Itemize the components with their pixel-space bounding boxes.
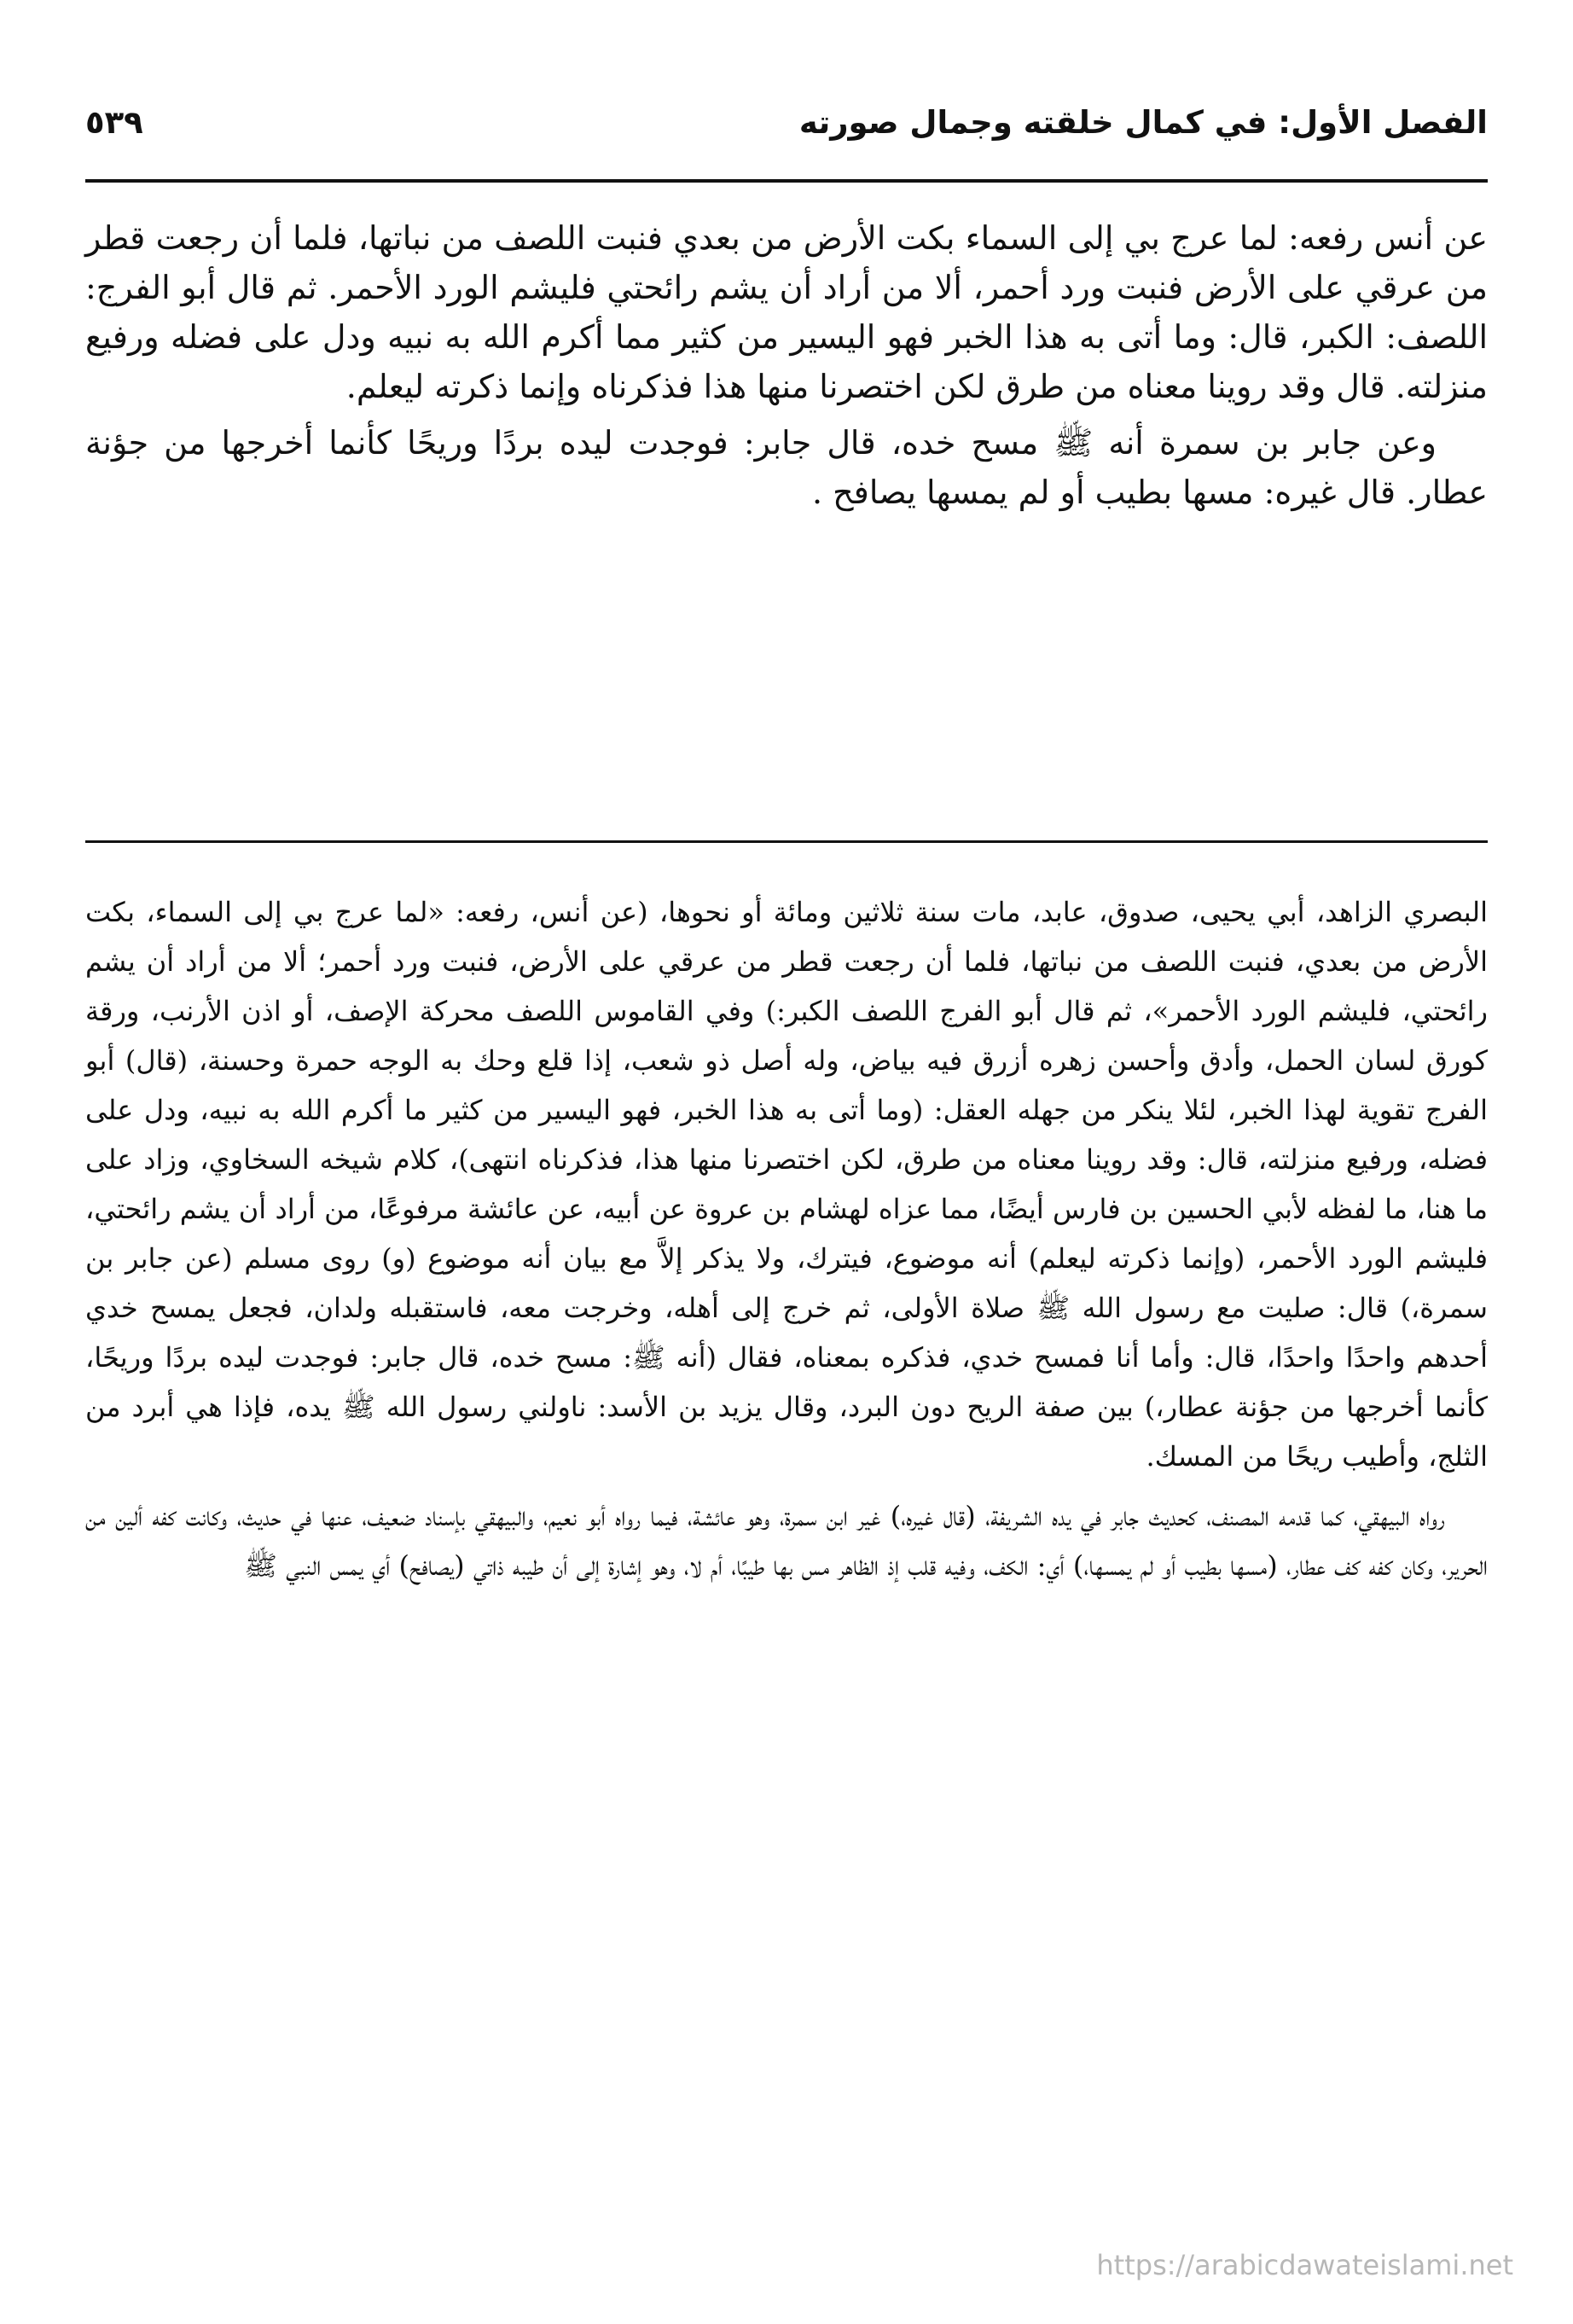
page-header xyxy=(85,104,1488,174)
header-divider xyxy=(85,179,1488,183)
footnote-divider xyxy=(85,840,1488,843)
main-paragraph: عن أنس رفعه: لما عرج بي إلى السماء بكت الأرض من بعدي فنبت اللصف من نباتها، فلما أن رجعت قطر من عرقي على الأرض فنبت ورد أحمر، ألا من أراد أن يشم رائحتي فليشم الورد الأحمر. ثم قال أبو الفرج: اللصف: الكبر، قال: وما أتى به هذا الخبر فهو اليسير من كثير مما أكرم الله به نبيه ودل على فضله ورفيع منزلته. قال وقد روينا معناه من طرق لكن اختصرنا منها هذا فذكرناه وإنما ذكرته ليعلم. xyxy=(85,219,1488,405)
main-text xyxy=(85,213,1488,524)
main-paragraph: وعن جابر بن سمرة أنه ﷺ مسح خده، قال جابر: فوجدت ليده بردًا وريحًا كأنما أخرجها من جؤنة عطار. قال غيره: مسها بطيب أو لم يمسها يصافح . xyxy=(85,424,1488,511)
commentary-paragraph: رواه البيهقي، كما قدمه المصنف، كحديث جابر في يده الشريفة، (قال غيره،) غير ابن سمرة، وهو عائشة، فيما رواه أبو نعيم، والبيهقي بإسناد ضعيف، عنها في حديث، وكانت كفه ألين من الحرير، وكان كفه كف عطار، (مسها بطيب أو لم يمسها،) أي: الكف، وفيه قلب إذ الظاهر مس بها طيبًا، أم لا، وهو إشارة إلى أن طيبه ذاتي (يصافح) أي يمس النبي ﷺ xyxy=(85,1500,1488,1582)
page-number: ٥٣٩ xyxy=(85,104,143,141)
commentary-paragraph: البصري الزاهد، أبي يحيى، صدوق، عابد، مات سنة ثلاثين ومائة أو نحوها، (عن أنس، رفعه: «لما عرج بي إلى السماء، بكت الأرض من بعدي، فنبت اللصف من نباتها، فلما أن رجعت قطر من عرقي على الأرض، فنبت ورد أحمر؛ ألا من أراد أن يشم رائحتي، فليشم الورد الأحمر»، ثم قال أبو الفرج اللصف الكبر:) وفي القاموس اللصف محركة الإصف، أو اذن الأرنب، ورقة كورق لسان الحمل، وأدق وأحسن زهره أزرق فيه بياض، وله أصل ذو شعب، إذا قلع وحك به الوجه حمرة وحسنة، (قال) أبو الفرج تقوية لهذا الخبر، لئلا ينكر من جهله العقل: (وما أتى به هذا الخبر، فهو اليسير من كثير ما أكرم الله به نبيه، ودل على فضله، ورفيع منزلته، قال: وقد روينا معناه من طرق، لكن اختصرنا منها هذا، فذكرناه انتهى)، كلام شيخه السخاوي، وزاد على ما هنا، ما لفظه لأبي الحسين بن فارس أيضًا، مما عزاه لهشام بن عروة عن أبيه، عن عائشة مرفوعًا، من أراد أن يشم رائحتي، فليشم الورد الأحمر، (وإنما ذكرته ليعلم) أنه موضوع، فيترك، ولا يذكر إلاَّ مع بيان أنه موضوع (و) روى مسلم (عن جابر بن سمرة،) قال: صليت مع رسول الله ﷺ صلاة الأولى، ثم خرج إلى أهله، وخرجت معه، فاستقبله ولدان، فجعل يمسح خدي أحدهم واحدًا واحدًا، قال: وأما أنا فمسح خدي، فذكره بمعناه، فقال (أنه ﷺ: مسح خده، قال جابر: فوجدت ليده بردًا وريحًا، كأنما أخرجها من جؤنة عطار،) بين صفة الريح دون البرد، وقال يزيد بن الأسد: ناولني رسول الله ﷺ يده، فإذا هي أبرد من الثلج، وأطيب ريحًا من المسك. xyxy=(85,896,1489,1473)
commentary xyxy=(85,887,1488,1601)
chapter-title: الفصل الأول: في كمال خلقته وجمال صورته xyxy=(798,104,1488,141)
watermark-url: https://arabicdawateislami.net xyxy=(1096,2249,1513,2281)
